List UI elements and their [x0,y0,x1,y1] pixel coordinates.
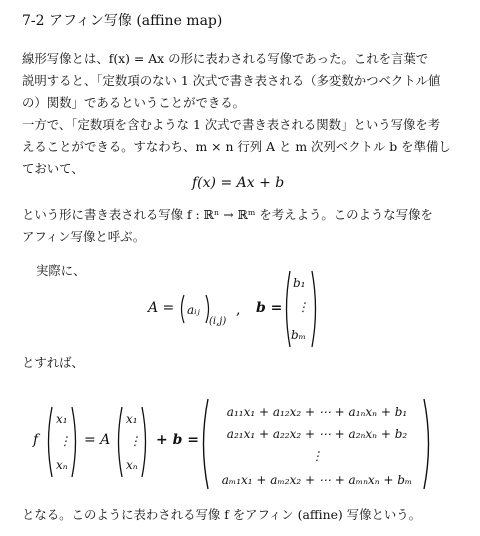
x-entry: xₙ [56,458,68,472]
rhs-row: aₘ₁x₁ + aₘ₂x₂ + ⋯ + aₘₙxₙ + bₘ [221,473,413,487]
conclusion-text: となる。このように表わされる写像 f をアフィン (affine) 写像という。 [22,507,422,522]
plus-b-equals: + b = [156,432,199,448]
example-intro: 実際に、 [36,263,86,278]
para2-line-2: えることができる。すなわち、m × n 行列 A と m 次列ベクトル b を準備し [22,139,451,154]
then-text: とすれば、 [22,355,84,370]
rhs-row: a₁₁x₁ + a₁₂x₂ + ⋯ + a₁ₙxₙ + b₁ [226,405,408,419]
para3-line-2: アフィン写像と呼ぶ。 [22,229,146,244]
x-left-paren [44,406,54,478]
a-subscript: (i,j) [209,316,227,327]
intro-line-2: 説明すると、「定数項のない 1 次式で書き表される（多変数かつベクトル値 [22,73,441,88]
x-entry: xₙ [126,458,138,472]
para2-line-1: 一方で、「定数項を含むような 1 次式で書き表される関数」という写像を考 [22,117,441,132]
b-entry: b₁ [293,276,306,290]
x-right-paren [70,406,80,478]
equals-a: = A [84,432,111,448]
intro-line-1: 線形写像とは、f(x) = Ax の形に表わされる写像であった。これを言葉で [22,51,429,66]
section-heading: 7-2 アフィン写像 (affine map) [22,13,223,29]
rhs-right-paren [422,398,434,490]
a-lhs: A = [148,300,175,316]
rhs-row: ⋮ [311,449,323,463]
x2-right-paren [140,406,150,478]
display-equation: f(x) = Ax + b [192,175,285,191]
intro-line-3: の）関数」であるということができる。 [22,95,246,110]
a-left-paren [178,294,186,324]
x2-left-paren [114,406,124,478]
x-entry: x₁ [126,412,138,426]
x-entry: x₁ [56,412,68,426]
rhs-row: a₂₁x₁ + a₂₂x₂ + ⋯ + a₂ₙxₙ + b₂ [226,427,408,441]
a-comma: , [236,302,241,318]
b-entry: bₘ [291,328,307,342]
x-entry: ⋮ [129,434,141,448]
x-entry: ⋮ [59,434,71,448]
para2-line-3: ておいて、 [22,161,84,176]
f-symbol: f [33,432,39,448]
rhs-left-paren [198,398,210,490]
b-lhs: b = [256,300,283,316]
a-entry: aᵢⱼ [187,303,200,317]
b-entry: ⋮ [297,300,309,314]
para3-line-1: という形に書き表される写像 f : ℝⁿ → ℝᵐ を考えよう。このような写像を [22,207,433,222]
b-right-paren [310,270,320,348]
